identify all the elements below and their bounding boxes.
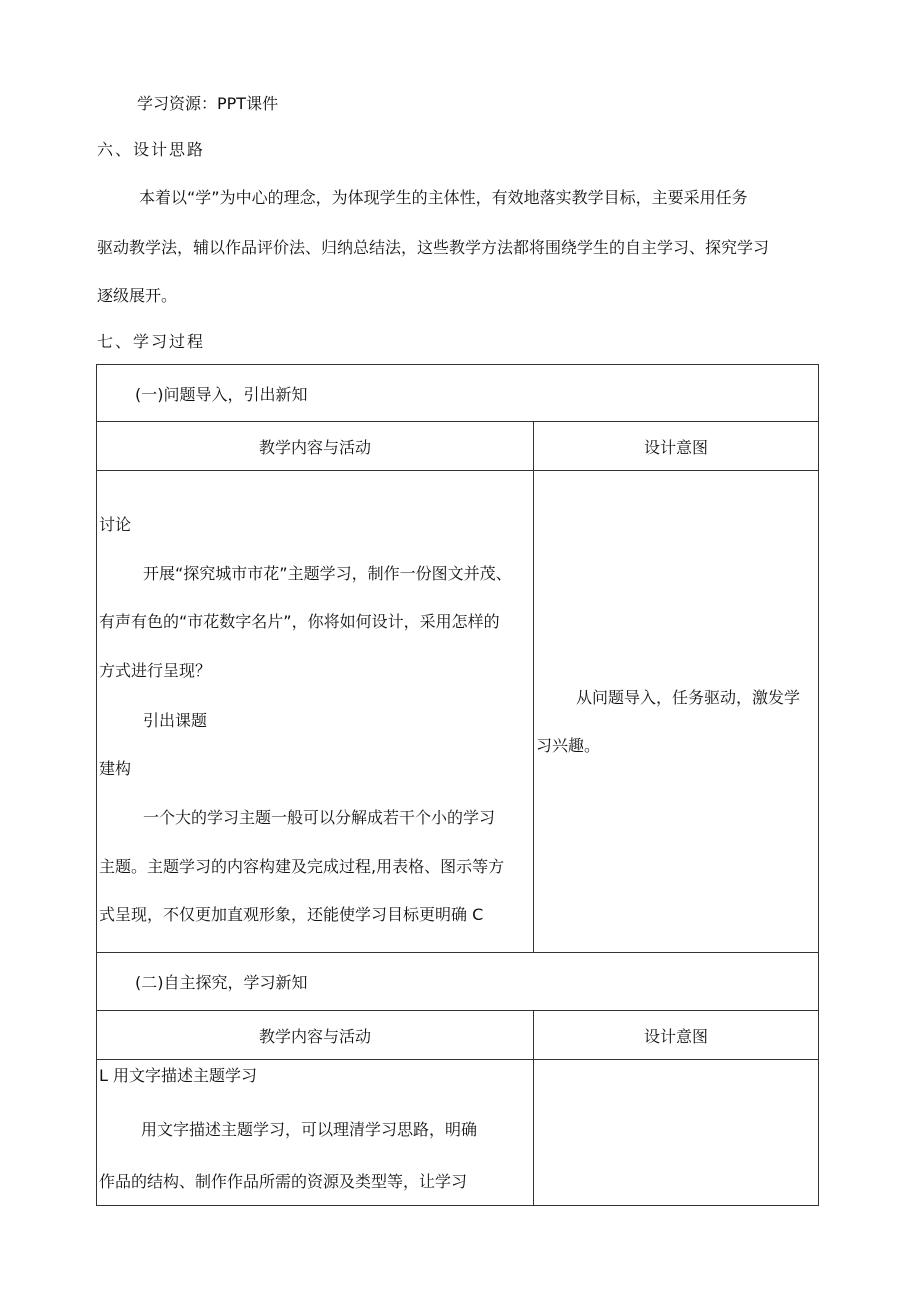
part2-content-cell	[96, 1059, 534, 1206]
content-line: 方式进行呈现？	[99, 661, 212, 680]
part2-title: (二)自主探究，学习新知	[135, 973, 308, 992]
part1-content-cell	[96, 470, 534, 953]
part2-header-content-cell	[96, 1010, 534, 1060]
content-line: 讨论	[99, 515, 132, 534]
content-line: 引出课题	[143, 711, 208, 730]
header-intent: 设计意图	[643, 437, 708, 457]
content-line: L 用文字描述主题学习	[99, 1066, 258, 1085]
content-line: 式呈现，不仅更加直观形象，还能使学习目标更明确 C	[99, 905, 484, 924]
content-line: 一个大的学习主题一般可以分解成若干个小的学习	[143, 808, 496, 827]
part1-intent-cell	[533, 470, 819, 953]
header-content: 教学内容与活动	[258, 437, 371, 457]
design-line-1: 本着以“学”为中心的理念，为体现学生的主体性，有效地落实教学目标，主要采用任务	[139, 188, 748, 207]
part2-header-content: 教学内容与活动	[258, 1026, 371, 1046]
section-six-title: 六、设计思路	[97, 140, 206, 159]
part1-title-row	[96, 364, 819, 422]
section-seven-title: 七、学习过程	[97, 332, 206, 351]
part2-title-row	[96, 952, 819, 1011]
content-line: 作品的结构、制作作品所需的资源及类型等，让学习	[99, 1172, 468, 1191]
design-line-2: 驱动教学法，辅以作品评价法、归纳总结法，这些教学方法都将围绕学生的自主学习、探究学习	[97, 238, 770, 257]
design-line-3: 逐级展开。	[97, 286, 178, 305]
content-line: 用文字描述主题学习，可以理清学习思路，明确	[141, 1120, 478, 1139]
part2-header-intent: 设计意图	[643, 1026, 708, 1046]
intent-line: 从问题导入，任务驱动，激发学	[576, 688, 801, 707]
content-line: 主题。主题学习的内容构建及完成过程,用表格、图示等方	[99, 857, 505, 876]
intent-line: 习兴趣。	[536, 736, 601, 755]
part2-intent-cell	[533, 1059, 819, 1206]
content-line: 建构	[99, 759, 132, 778]
content-line: 有声有色的“市花数字名片”，你将如何设计，采用怎样的	[99, 612, 500, 631]
content-line: 开展“探究城市市花”主题学习，制作一份图文并茂、	[143, 564, 512, 583]
header-intent-cell	[533, 421, 819, 471]
part1-title: (一)问题导入，引出新知	[135, 384, 308, 404]
learning-resources: 学习资源：PPT课件	[137, 94, 279, 113]
part2-header-intent-cell	[533, 1010, 819, 1060]
header-content-cell	[96, 421, 534, 471]
